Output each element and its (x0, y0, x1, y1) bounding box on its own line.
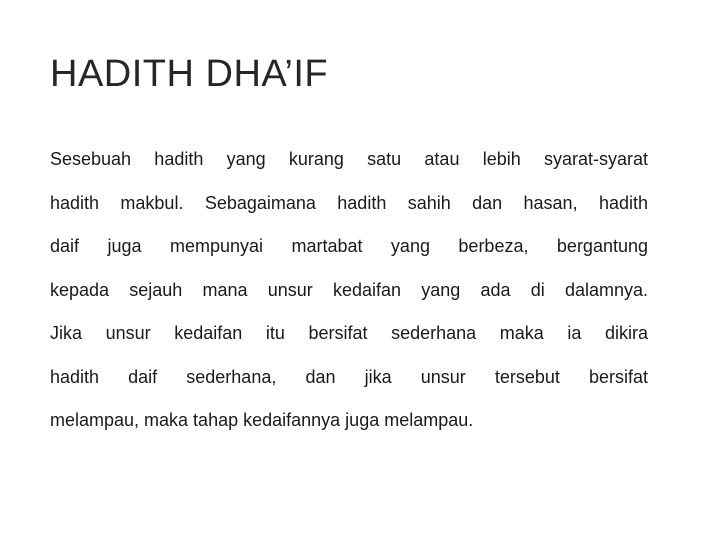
body-line: melampau, maka tahap kedaifannya juga melampau. (50, 410, 474, 430)
body-line: daif juga mempunyai martabat yang berbeza, bergantung (50, 236, 648, 256)
slide-title: HADITH DHA’IF (50, 53, 329, 95)
body-line: Jika unsur kedaifan itu bersifat sederhana maka ia dikira (50, 323, 648, 343)
body-line: hadith makbul. Sebagaimana hadith sahih dan hasan, hadith (50, 192, 648, 213)
body-line: kepada sejauh mana unsur kedaifan yang ada di dalamnya. (50, 279, 648, 300)
slide-body-paragraph (50, 138, 648, 443)
body-line: hadith daif sederhana, dan jika unsur tersebut bersifat (50, 366, 648, 387)
body-line: Sesebuah hadith yang kurang satu atau lebih syarat-syarat (50, 149, 648, 169)
